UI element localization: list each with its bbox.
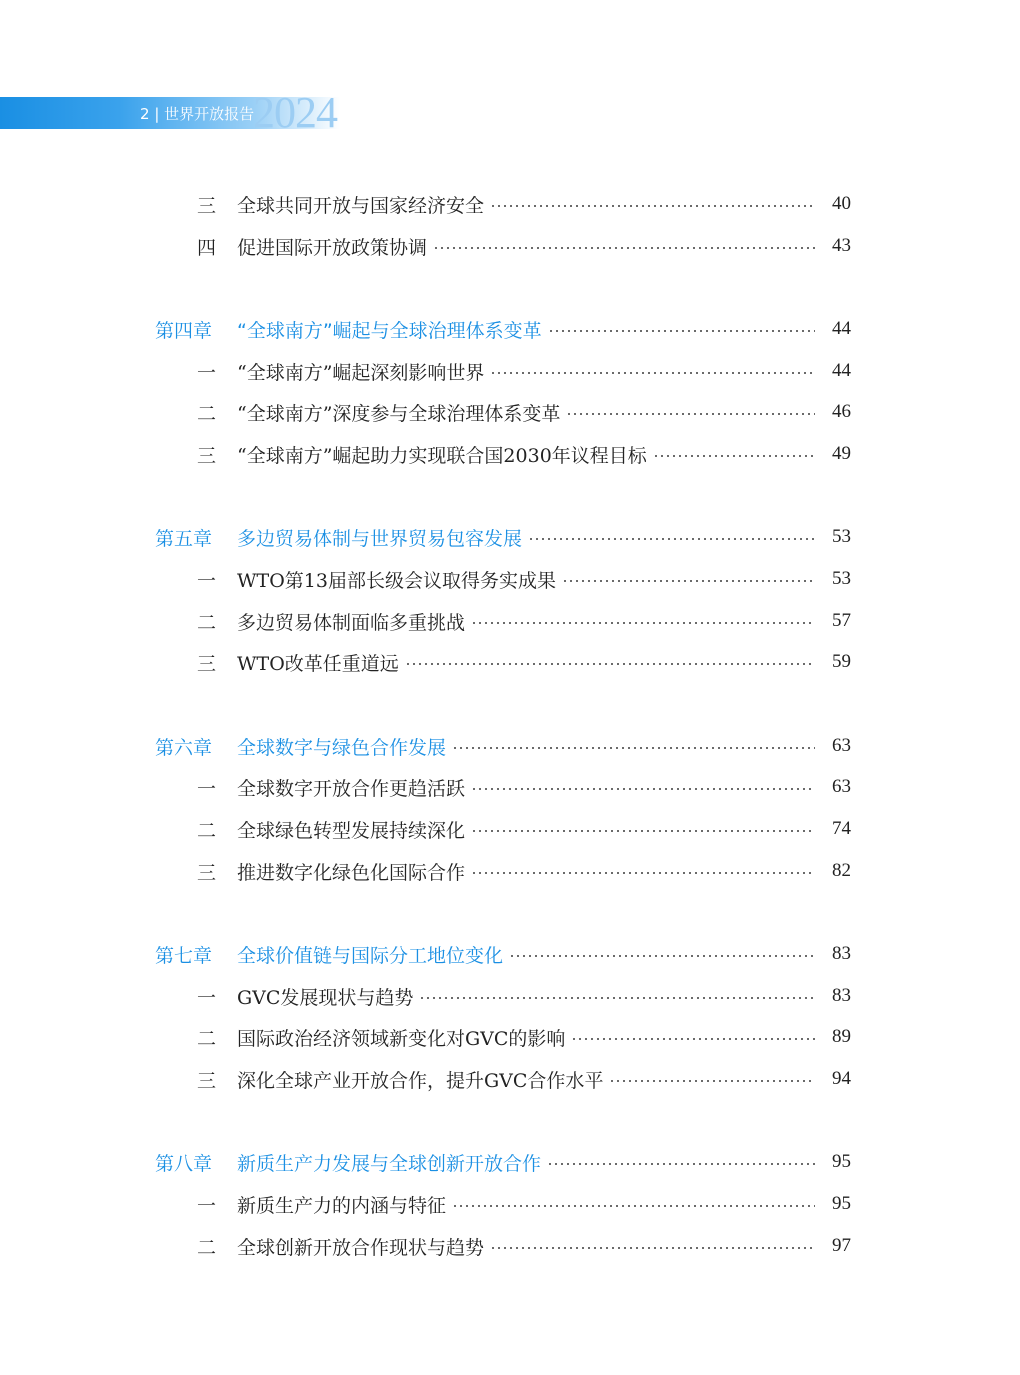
toc-entry-title: 全球绿色转型发展持续深化: [237, 819, 466, 842]
toc-entry-title: 全球数字开放合作更趋活跃: [237, 777, 466, 800]
toc-entry-number: 三: [197, 1069, 217, 1092]
toc-section-entry[interactable]: [155, 439, 851, 469]
toc-entry-title: 多边贸易体制面临多重挑战: [237, 611, 466, 634]
toc-entry-title: 全球数字与绿色合作发展: [237, 736, 447, 759]
toc-entry-page: 59: [832, 651, 851, 672]
toc-entry-number: 一: [197, 1194, 217, 1217]
toc-chapter-entry[interactable]: [155, 522, 851, 552]
toc-entry-number: 三: [197, 652, 217, 675]
toc-entry-number: 第八章: [155, 1152, 213, 1175]
dot-leader: [433, 247, 815, 249]
toc-entry-page: 44: [832, 318, 851, 339]
toc-entry-title: 国际政治经济领域新变化对GVC的影响: [237, 1027, 566, 1050]
dot-leader: [405, 663, 815, 665]
header-year: 2024: [253, 88, 337, 137]
dot-leader: [471, 872, 815, 874]
toc-entry-number: 第四章: [155, 319, 213, 342]
dot-leader: [452, 1205, 815, 1207]
header-separator: |: [154, 105, 160, 123]
dot-leader: [419, 997, 815, 999]
toc-section-entry[interactable]: [155, 1231, 851, 1261]
dot-leader: [547, 1163, 815, 1165]
dot-leader: [609, 1080, 815, 1082]
toc-section-entry[interactable]: [155, 397, 851, 427]
toc-entry-page: 95: [832, 1193, 851, 1214]
dot-leader: [548, 330, 815, 332]
toc-entry-page: 63: [832, 735, 851, 756]
toc-section-entry[interactable]: [155, 231, 851, 261]
toc-entry-title: 全球共同开放与国家经济安全: [237, 194, 485, 217]
dot-leader: [471, 788, 815, 790]
toc-entry-number: 二: [197, 1027, 217, 1050]
toc-section-entry[interactable]: [155, 981, 851, 1011]
toc-entry-page: 57: [832, 610, 851, 631]
toc-entry-page: 46: [832, 401, 851, 422]
dot-leader: [471, 830, 815, 832]
toc-entry-number: 二: [197, 1236, 217, 1259]
toc-entry-title: “全球南方”深度参与全球治理体系变革: [237, 402, 561, 425]
toc-entry-title: 深化全球产业开放合作，提升GVC合作水平: [237, 1069, 604, 1092]
toc-section-entry[interactable]: [155, 189, 851, 219]
dot-leader: [452, 747, 815, 749]
toc-entry-number: 一: [197, 777, 217, 800]
toc-entry-number: 一: [197, 569, 217, 592]
dot-leader: [528, 538, 815, 540]
toc-entry-page: 53: [832, 526, 851, 547]
toc-entry-page: 43: [832, 235, 851, 256]
toc-section-entry[interactable]: [155, 856, 851, 886]
toc-entry-page: 83: [832, 943, 851, 964]
running-header: [140, 104, 254, 124]
toc-chapter-entry[interactable]: [155, 939, 851, 969]
toc-entry-page: 95: [832, 1151, 851, 1172]
toc-entry-title: 新质生产力发展与全球创新开放合作: [237, 1152, 542, 1175]
toc-entry-number: 三: [197, 861, 217, 884]
dot-leader: [509, 955, 815, 957]
toc-section-entry[interactable]: [155, 1022, 851, 1052]
toc-section-entry[interactable]: [155, 647, 851, 677]
dot-leader: [653, 455, 815, 457]
dot-leader: [490, 1247, 815, 1249]
toc-entry-number: 三: [197, 444, 217, 467]
toc-entry-number: 第七章: [155, 944, 213, 967]
toc-section-entry[interactable]: [155, 772, 851, 802]
toc-entry-number: 四: [197, 236, 217, 259]
dot-leader: [490, 372, 815, 374]
toc-entry-page: 97: [832, 1235, 851, 1256]
dot-leader: [471, 622, 815, 624]
toc-entry-title: “全球南方”崛起与全球治理体系变革: [237, 319, 542, 342]
toc-chapter-entry[interactable]: [155, 1147, 851, 1177]
toc-entry-title: WTO改革任重道远: [237, 652, 399, 675]
toc-entry-number: 二: [197, 819, 217, 842]
toc-entry-page: 44: [832, 360, 851, 381]
toc-section-entry[interactable]: [155, 814, 851, 844]
toc-entry-title: 多边贸易体制与世界贸易包容发展: [237, 527, 523, 550]
page-number: 2: [140, 105, 150, 123]
book-title: 世界开放报告: [164, 105, 255, 123]
toc-entry-title: “全球南方”崛起助力实现联合国2030年议程目标: [237, 444, 647, 467]
toc-section-entry[interactable]: [155, 356, 851, 386]
toc-section-entry[interactable]: [155, 1064, 851, 1094]
toc-entry-number: 第五章: [155, 527, 213, 550]
toc-entry-title: 促进国际开放政策协调: [237, 236, 428, 259]
toc-entry-title: GVC发展现状与趋势: [237, 986, 414, 1009]
toc-entry-page: 74: [832, 818, 851, 839]
toc-entry-page: 83: [832, 985, 851, 1006]
toc-entry-page: 49: [832, 443, 851, 464]
toc-entry-title: WTO第13届部长级会议取得务实成果: [237, 569, 556, 592]
toc-entry-title: 全球价值链与国际分工地位变化: [237, 944, 504, 967]
toc-section-entry[interactable]: [155, 564, 851, 594]
toc-entry-number: 二: [197, 611, 217, 634]
toc-entry-page: 82: [832, 860, 851, 881]
toc-section-entry[interactable]: [155, 606, 851, 636]
toc-entry-page: 40: [832, 193, 851, 214]
toc-entry-title: “全球南方”崛起深刻影响世界: [237, 361, 485, 384]
toc-entry-number: 一: [197, 361, 217, 384]
toc-section-entry[interactable]: [155, 1189, 851, 1219]
toc-entry-page: 63: [832, 776, 851, 797]
dot-leader: [566, 413, 815, 415]
toc-entry-page: 94: [832, 1068, 851, 1089]
toc-entry-title: 推进数字化绿色化国际合作: [237, 861, 466, 884]
toc-entry-title: 全球创新开放合作现状与趋势: [237, 1236, 485, 1259]
dot-leader: [490, 205, 815, 207]
toc-entry-number: 二: [197, 402, 217, 425]
toc-entry-title: 新质生产力的内涵与特征: [237, 1194, 447, 1217]
toc-entry-number: 第六章: [155, 736, 213, 759]
dot-leader: [571, 1038, 815, 1040]
toc-entry-page: 53: [832, 568, 851, 589]
dot-leader: [562, 580, 815, 582]
toc-entry-number: 三: [197, 194, 217, 217]
toc-chapter-entry[interactable]: [155, 314, 851, 344]
toc-chapter-entry[interactable]: [155, 731, 851, 761]
toc-entry-number: 一: [197, 986, 217, 1009]
toc-entry-page: 89: [832, 1026, 851, 1047]
